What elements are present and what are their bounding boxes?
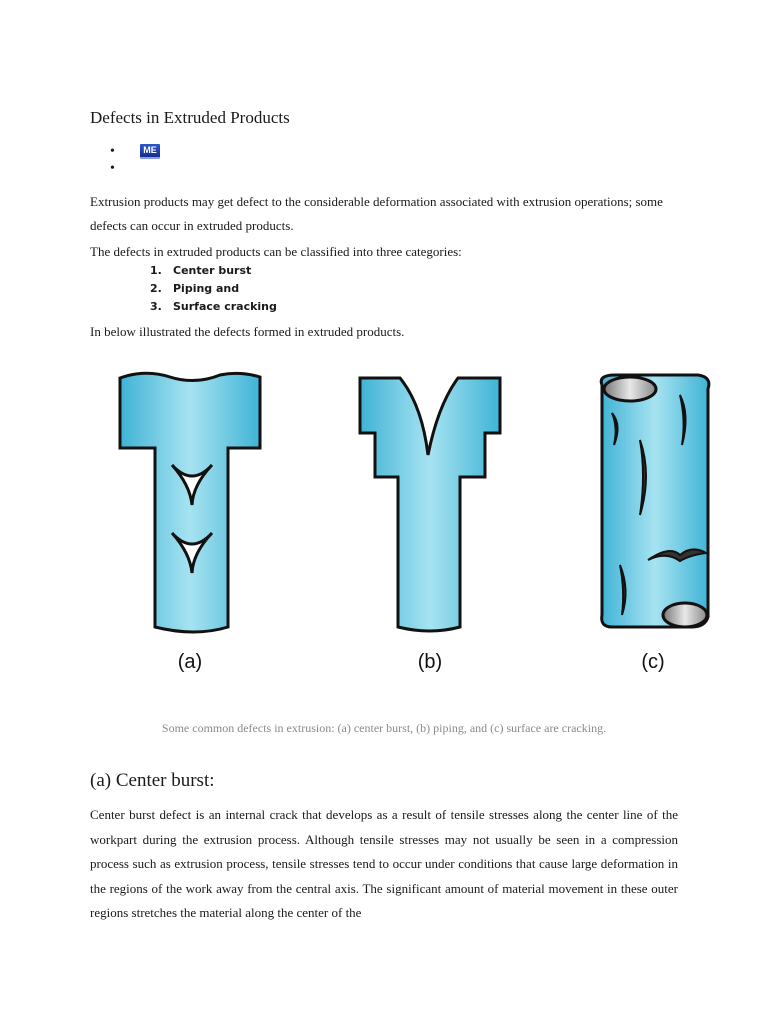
category-label: Piping and: [173, 282, 240, 295]
category-item: [150, 262, 277, 280]
category-label: Surface cracking: [173, 300, 277, 313]
intro-paragraph-1: Extrusion products may get defect to the considerable deformation associated with extrusion operations; some defects can occur in extruded products.: [90, 194, 663, 233]
figure-caption: Some common defects in extrusion: (a) center burst, (b) piping, and (c) surface are cracking.: [161, 721, 607, 735]
part-c-surface-cracking: [601, 375, 709, 627]
category-label: Center burst: [173, 264, 252, 277]
category-number: 2.: [150, 282, 162, 295]
part-a-center-burst: [120, 373, 260, 632]
figure-label-a: (a): [177, 651, 203, 673]
part-b-piping: [360, 378, 500, 631]
intro-paragraph-3: In below illustrated the defects formed in extruded products.: [90, 324, 405, 339]
me-badge-icon[interactable]: • ME: [140, 144, 160, 159]
category-number: 3.: [150, 300, 162, 313]
bullet-list: [96, 145, 157, 180]
category-item: [150, 298, 277, 316]
bottom-end-cap: [663, 603, 707, 627]
figure-label-c: (c): [641, 651, 665, 673]
extrusion-defects-figure: [100, 365, 720, 680]
category-number: 1.: [150, 264, 162, 277]
section-body: Center burst defect is an internal crack that develops as a result of tensile stresses along the center line of the workpart during the extrusion process. Although tensile stresses may not usually be seen in a compression process such as extrusion process, tensile stresses tend to occur under conditions that cause large deformation in the regions of the work away from the central axis. The significant amount of material movement in these outer regions stretches the material along the center of the: [90, 807, 678, 920]
intro-paragraph-2: The defects in extruded products can be classified into three categories:: [90, 244, 462, 259]
figure-label-b: (b): [417, 651, 443, 673]
category-item: [150, 280, 277, 298]
top-end-cap: [604, 377, 656, 401]
bullet-item: [96, 163, 116, 180]
section-heading: (a) Center burst:: [90, 770, 215, 791]
page-title: Defects in Extruded Products: [90, 108, 290, 127]
category-list: [150, 262, 277, 316]
